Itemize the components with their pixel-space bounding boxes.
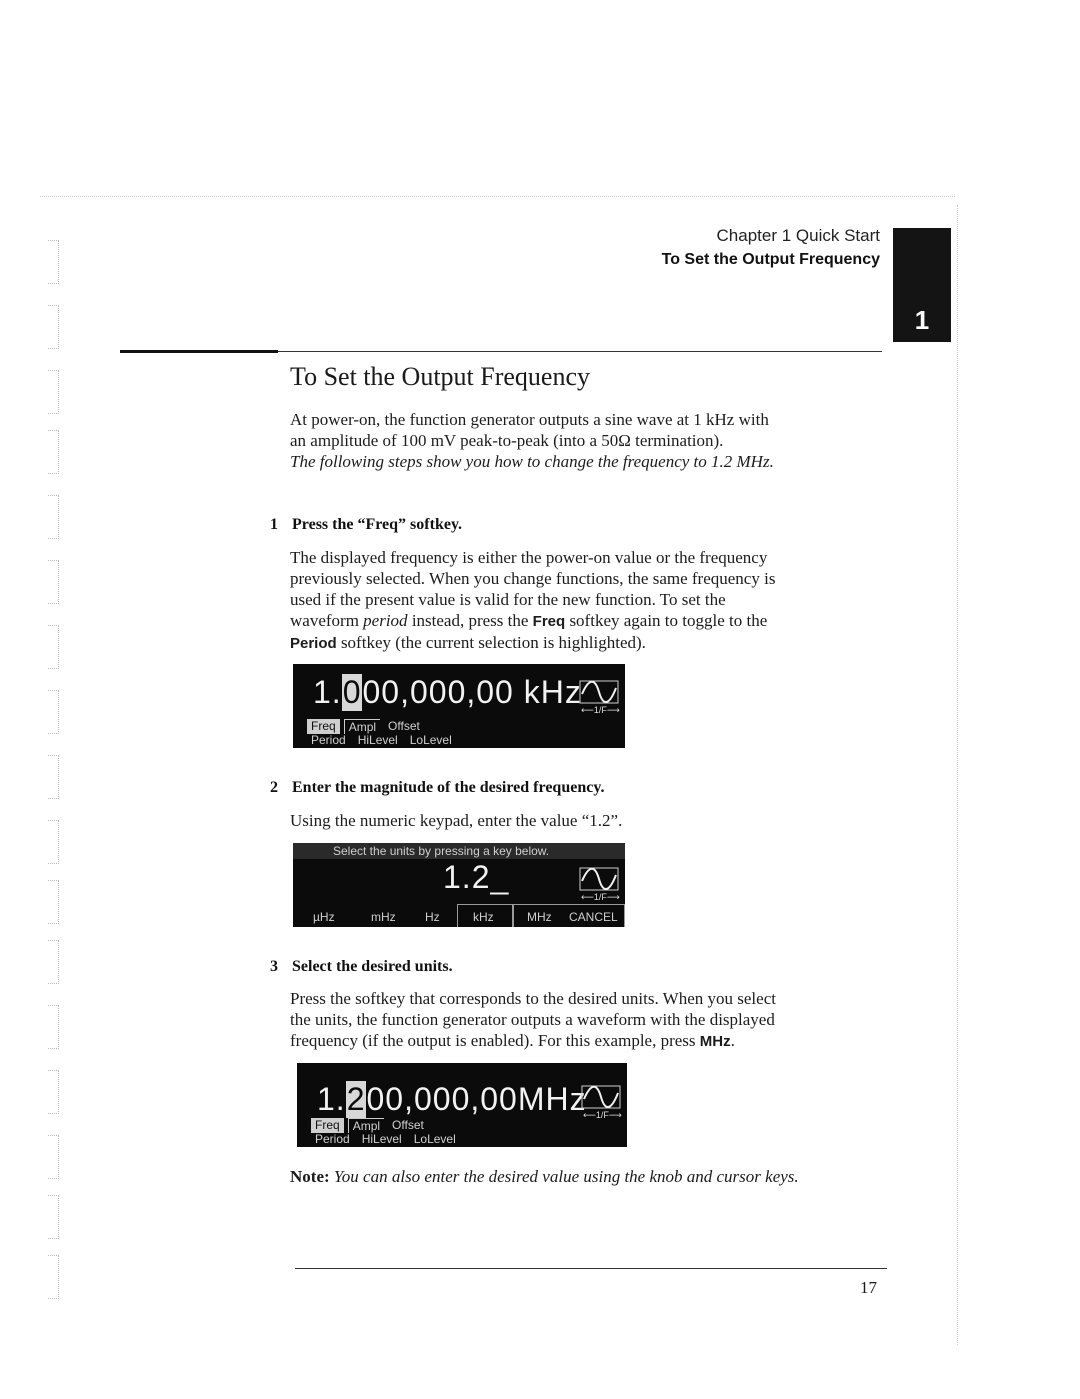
step-title: Enter the magnitude of the desired frequency. bbox=[292, 779, 605, 796]
softkey-offset[interactable]: Offset bbox=[388, 719, 420, 733]
binding-mark bbox=[48, 1070, 59, 1114]
frequency-readout bbox=[317, 1081, 587, 1118]
softkey-lolevel[interactable]: LoLevel bbox=[413, 1132, 456, 1146]
lcd-display-2 bbox=[293, 843, 625, 927]
sine-wave-icon bbox=[579, 680, 619, 704]
section-heading: To Set the Output Frequency bbox=[661, 251, 880, 268]
binding-mark bbox=[48, 940, 59, 984]
entry-readout: 1.2_ bbox=[443, 859, 510, 895]
keyword-freq: Freq bbox=[532, 613, 566, 630]
step-1-body bbox=[290, 547, 890, 654]
unit-softkey-khz[interactable]: kHz bbox=[473, 910, 494, 924]
readout-pre: 1. bbox=[317, 1081, 346, 1117]
body-line bbox=[290, 1030, 890, 1052]
scan-edge-right bbox=[957, 205, 958, 1345]
unit-softkey-uhz[interactable]: µHz bbox=[313, 910, 335, 924]
body-line: The displayed frequency is either the power-on value or the frequency bbox=[290, 548, 768, 567]
intro-line: an amplitude of 100 mV peak-to-peak (into a 50Ω termination). bbox=[290, 431, 724, 450]
chapter-tab-number: 1 bbox=[914, 305, 930, 335]
text-run: softkey (the current selection is highlighted). bbox=[336, 633, 646, 652]
readout-pre: 1. bbox=[313, 674, 342, 710]
text-run: . bbox=[730, 1031, 735, 1050]
step-title: Select the desired units. bbox=[292, 958, 453, 975]
units-prompt-banner: Select the units by pressing a key below. bbox=[293, 843, 625, 859]
binding-mark bbox=[48, 495, 59, 539]
softkey-hilevel[interactable]: HiLevel bbox=[357, 733, 398, 747]
binding-mark bbox=[48, 1135, 59, 1179]
binding-mark bbox=[48, 430, 59, 474]
step-title: Press the “Freq” softkey. bbox=[292, 516, 463, 533]
body-line bbox=[290, 632, 890, 654]
binding-mark bbox=[48, 240, 59, 284]
softkey-ampl[interactable]: Ampl bbox=[344, 719, 380, 734]
softkey-period[interactable]: Period bbox=[311, 733, 346, 747]
text-run: frequency (if the output is enabled). For this example, press bbox=[290, 1031, 700, 1050]
readout-post: 00,000,00 kHz bbox=[362, 674, 582, 710]
note bbox=[290, 1166, 880, 1188]
softkey-period[interactable]: Period bbox=[315, 1132, 350, 1146]
step-number: 3 bbox=[270, 958, 278, 975]
binding-mark bbox=[48, 1195, 59, 1239]
body-line: previously selected. When you change functions, the same frequency is bbox=[290, 569, 776, 588]
unit-softkey-row bbox=[293, 905, 625, 927]
step-number: 1 bbox=[270, 516, 278, 533]
softkey-ampl[interactable]: Ampl bbox=[348, 1118, 384, 1133]
binding-mark bbox=[48, 560, 59, 604]
binding-mark bbox=[48, 820, 59, 864]
body-line: the units, the function generator outputs a waveform with the displayed bbox=[290, 1010, 775, 1029]
step-2-body: Using the numeric keypad, enter the value “1.2”. bbox=[290, 811, 623, 830]
sine-wave-icon bbox=[579, 867, 619, 891]
step-1-heading bbox=[270, 516, 890, 534]
body-line: used if the present value is valid for the new function. To set the bbox=[290, 590, 726, 609]
lcd-display-3 bbox=[297, 1063, 627, 1147]
step-number: 2 bbox=[270, 779, 278, 796]
step-2-heading bbox=[270, 779, 890, 797]
binding-mark bbox=[48, 625, 59, 669]
step-3-body bbox=[290, 988, 890, 1052]
binding-mark bbox=[48, 370, 59, 414]
softkey-offset[interactable]: Offset bbox=[392, 1118, 424, 1132]
frequency-readout bbox=[313, 674, 582, 711]
body-line: Press the softkey that corresponds to the desired units. When you select bbox=[290, 989, 776, 1008]
binding-mark bbox=[48, 690, 59, 734]
binding-mark bbox=[48, 1005, 59, 1049]
text-run: waveform bbox=[290, 611, 364, 630]
readout-cursor: 0 bbox=[342, 674, 362, 710]
chapter-tab bbox=[893, 228, 951, 342]
period-caption: ⟵1/F⟶ bbox=[581, 705, 620, 715]
softkey-lolevel[interactable]: LoLevel bbox=[409, 733, 452, 747]
period-caption: ⟵1/F⟶ bbox=[583, 1110, 622, 1120]
text-run-italic: period bbox=[363, 611, 408, 630]
page-number: 17 bbox=[860, 1278, 877, 1297]
softkey-hilevel[interactable]: HiLevel bbox=[361, 1132, 402, 1146]
softkey-row-bottom bbox=[307, 733, 456, 747]
text-run: softkey again to toggle to the bbox=[565, 611, 768, 630]
intro-paragraph bbox=[290, 409, 890, 472]
intro-line: At power-on, the function generator outputs a sine wave at 1 kHz with bbox=[290, 410, 769, 429]
body-line bbox=[290, 610, 890, 632]
note-label: Note: bbox=[290, 1167, 330, 1186]
intro-italic: The following steps show you how to change the frequency to 1.2 MHz. bbox=[290, 452, 774, 471]
binding-mark bbox=[48, 1255, 59, 1299]
period-caption: ⟵1/F⟶ bbox=[581, 892, 620, 902]
unit-softkey-cancel[interactable]: CANCEL bbox=[569, 910, 618, 924]
softkey-freq[interactable]: Freq bbox=[307, 719, 340, 734]
softkey-row-top bbox=[311, 1118, 428, 1133]
note-text: You can also enter the desired value using the knob and cursor keys. bbox=[329, 1167, 799, 1186]
text-run: instead, press the bbox=[407, 611, 533, 630]
keyword-mhz: MHz bbox=[699, 1033, 731, 1050]
unit-softkey-mhz-milli[interactable]: mHz bbox=[371, 910, 396, 924]
softkey-freq[interactable]: Freq bbox=[311, 1118, 344, 1133]
keyword-period: Period bbox=[290, 635, 337, 652]
softkey-row-top bbox=[307, 719, 424, 734]
softkey-row-bottom bbox=[311, 1132, 460, 1146]
sine-wave-icon bbox=[581, 1085, 621, 1109]
step-3-heading bbox=[270, 958, 890, 976]
binding-mark bbox=[48, 305, 59, 349]
unit-softkey-hz[interactable]: Hz bbox=[425, 910, 440, 924]
page-title: To Set the Output Frequency bbox=[290, 362, 591, 391]
rule-thick bbox=[120, 350, 278, 353]
unit-softkey-mhz[interactable]: MHz bbox=[527, 910, 552, 924]
scan-edge-top bbox=[40, 196, 955, 197]
readout-cursor: 2 bbox=[346, 1081, 366, 1117]
footer-rule bbox=[295, 1268, 887, 1269]
rule-thin bbox=[278, 351, 882, 352]
readout-post: 00,000,00MHz bbox=[366, 1081, 587, 1117]
chapter-heading: Chapter 1 Quick Start bbox=[716, 226, 880, 245]
binding-mark bbox=[48, 880, 59, 924]
lcd-display-1 bbox=[293, 664, 625, 748]
binding-mark bbox=[48, 755, 59, 799]
